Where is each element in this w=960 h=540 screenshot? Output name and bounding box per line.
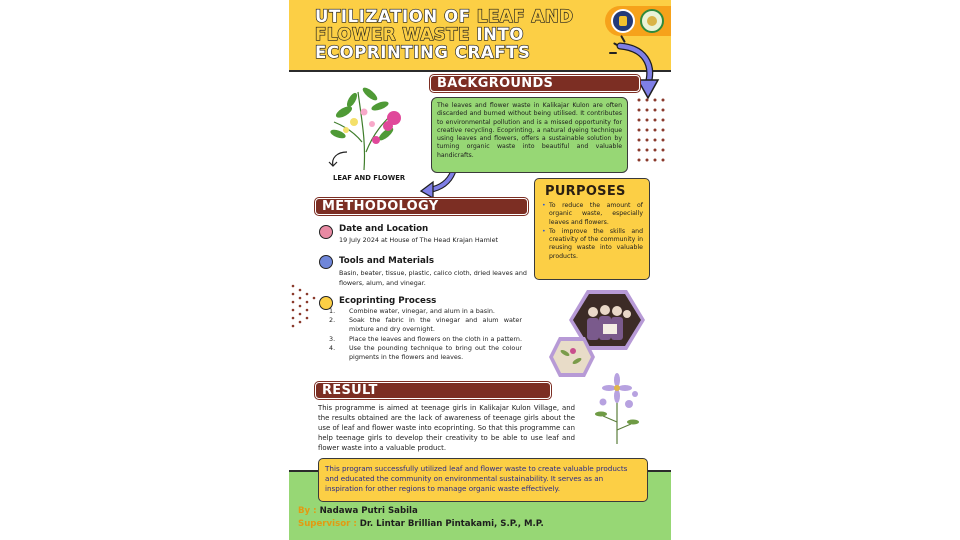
doodle-arrow-decoration [327, 148, 351, 170]
poster-title-line-2 [315, 25, 524, 44]
supervisor-label: Supervisor : [298, 519, 360, 529]
tools-materials-text: Basin, beater, tissue, plastic, calico cloth, dried leaves and flowers, alum, and vinegar. [339, 269, 527, 287]
illustration-label: LEAF AND FLOWER [333, 174, 406, 182]
title-segment-accent: FLOWER WASTE [315, 25, 470, 44]
process-steps-list [329, 307, 522, 362]
backgrounds-heading: BACKGROUNDS [430, 75, 640, 92]
process-step [329, 316, 522, 334]
tools-bullet-icon [319, 255, 333, 269]
dot-pattern-decoration [289, 282, 319, 332]
backgrounds-text: The leaves and flower waste in Kalikajar Kulon are often discarded and burned without being utilised. It contributes to environmental pollution and is a missed opportunity for creative recycling. Ecoprinting, a natural dyeing technique using leaves and flowers, offers a sustainable solution by turning organic waste into beautiful and valuable handicrafts. [431, 97, 628, 173]
poster-title-line-3 [315, 43, 530, 62]
ecoprinting-process-title: Ecoprinting Process [339, 296, 437, 306]
purposes-list [541, 202, 643, 261]
step-number: 4. [329, 343, 336, 352]
step-text: Use the pounding technique to bring out the colour pigments in the flowers and leaves. [349, 343, 522, 362]
process-step [329, 334, 522, 344]
author-label: By : [298, 506, 320, 516]
dot-pattern-decoration [635, 96, 671, 172]
step-text: Combine water, vinegar, and alum in a basin. [349, 307, 495, 315]
process-step [329, 343, 522, 362]
conclusion-box: This program successfully utilized leaf and flower waste to create valuable products and educated the community on environmental sustainability. It serves as an inspiration for other regions to manage organic waste effectively. [318, 458, 648, 502]
purposes-box [534, 178, 650, 280]
title-segment: UTILIZATION OF [315, 7, 477, 26]
supervisor-credit [298, 519, 544, 529]
logo-bar [605, 6, 671, 36]
institute-logo [640, 9, 664, 33]
result-heading: RESULT [315, 382, 551, 399]
poster-title-line-1 [315, 7, 574, 26]
purple-flower-illustration [589, 372, 645, 448]
purpose-item: • To reduce the amount of organic waste, especially leaves and flowers. [541, 202, 643, 227]
process-step [329, 307, 522, 316]
date-bullet-icon [319, 225, 333, 239]
date-location-title: Date and Location [339, 224, 429, 234]
tools-materials-title: Tools and Materials [339, 256, 434, 266]
step-number: 3. [329, 334, 336, 343]
title-segment: INTO [469, 25, 524, 44]
result-text: This programme is aimed at teenage girls in Kalikajar Kulon Village, and the results obtained are the lack of awareness of teenage girls about the use of leaf and flower waste into ecoprinting. So that this programme can help teenage girls to develop their creativity to be able to use leaf and flower waste into a valuable product. [318, 404, 575, 452]
poster [289, 0, 671, 540]
purpose-item: • To improve the skills and creativity of the community in reusing waste into valuable products. [541, 228, 643, 261]
purposes-heading: PURPOSES [545, 184, 626, 199]
methodology-heading: METHODOLOGY [315, 198, 528, 215]
step-number: 1. [329, 307, 336, 315]
title-segment: ECOPRINTING CRAFTS [315, 43, 531, 62]
date-location-text: 19 July 2024 at House of The Head Krajan Hamlet [339, 236, 499, 244]
university-logo [611, 9, 635, 33]
step-number: 2. [329, 316, 336, 325]
step-text: Place the leaves and flowers on the cloth in a pattern. [349, 334, 522, 343]
author-name: Nadawa Putri Sabila [319, 506, 418, 516]
author-credit [298, 506, 418, 516]
supervisor-name: Dr. Lintar Brillian Pintakami, S.P., M.P. [359, 519, 544, 529]
step-text: Soak the fabric in the vinegar and alum water mixture and dry overnight. [349, 316, 522, 334]
title-segment-accent: LEAF AND [476, 7, 574, 26]
